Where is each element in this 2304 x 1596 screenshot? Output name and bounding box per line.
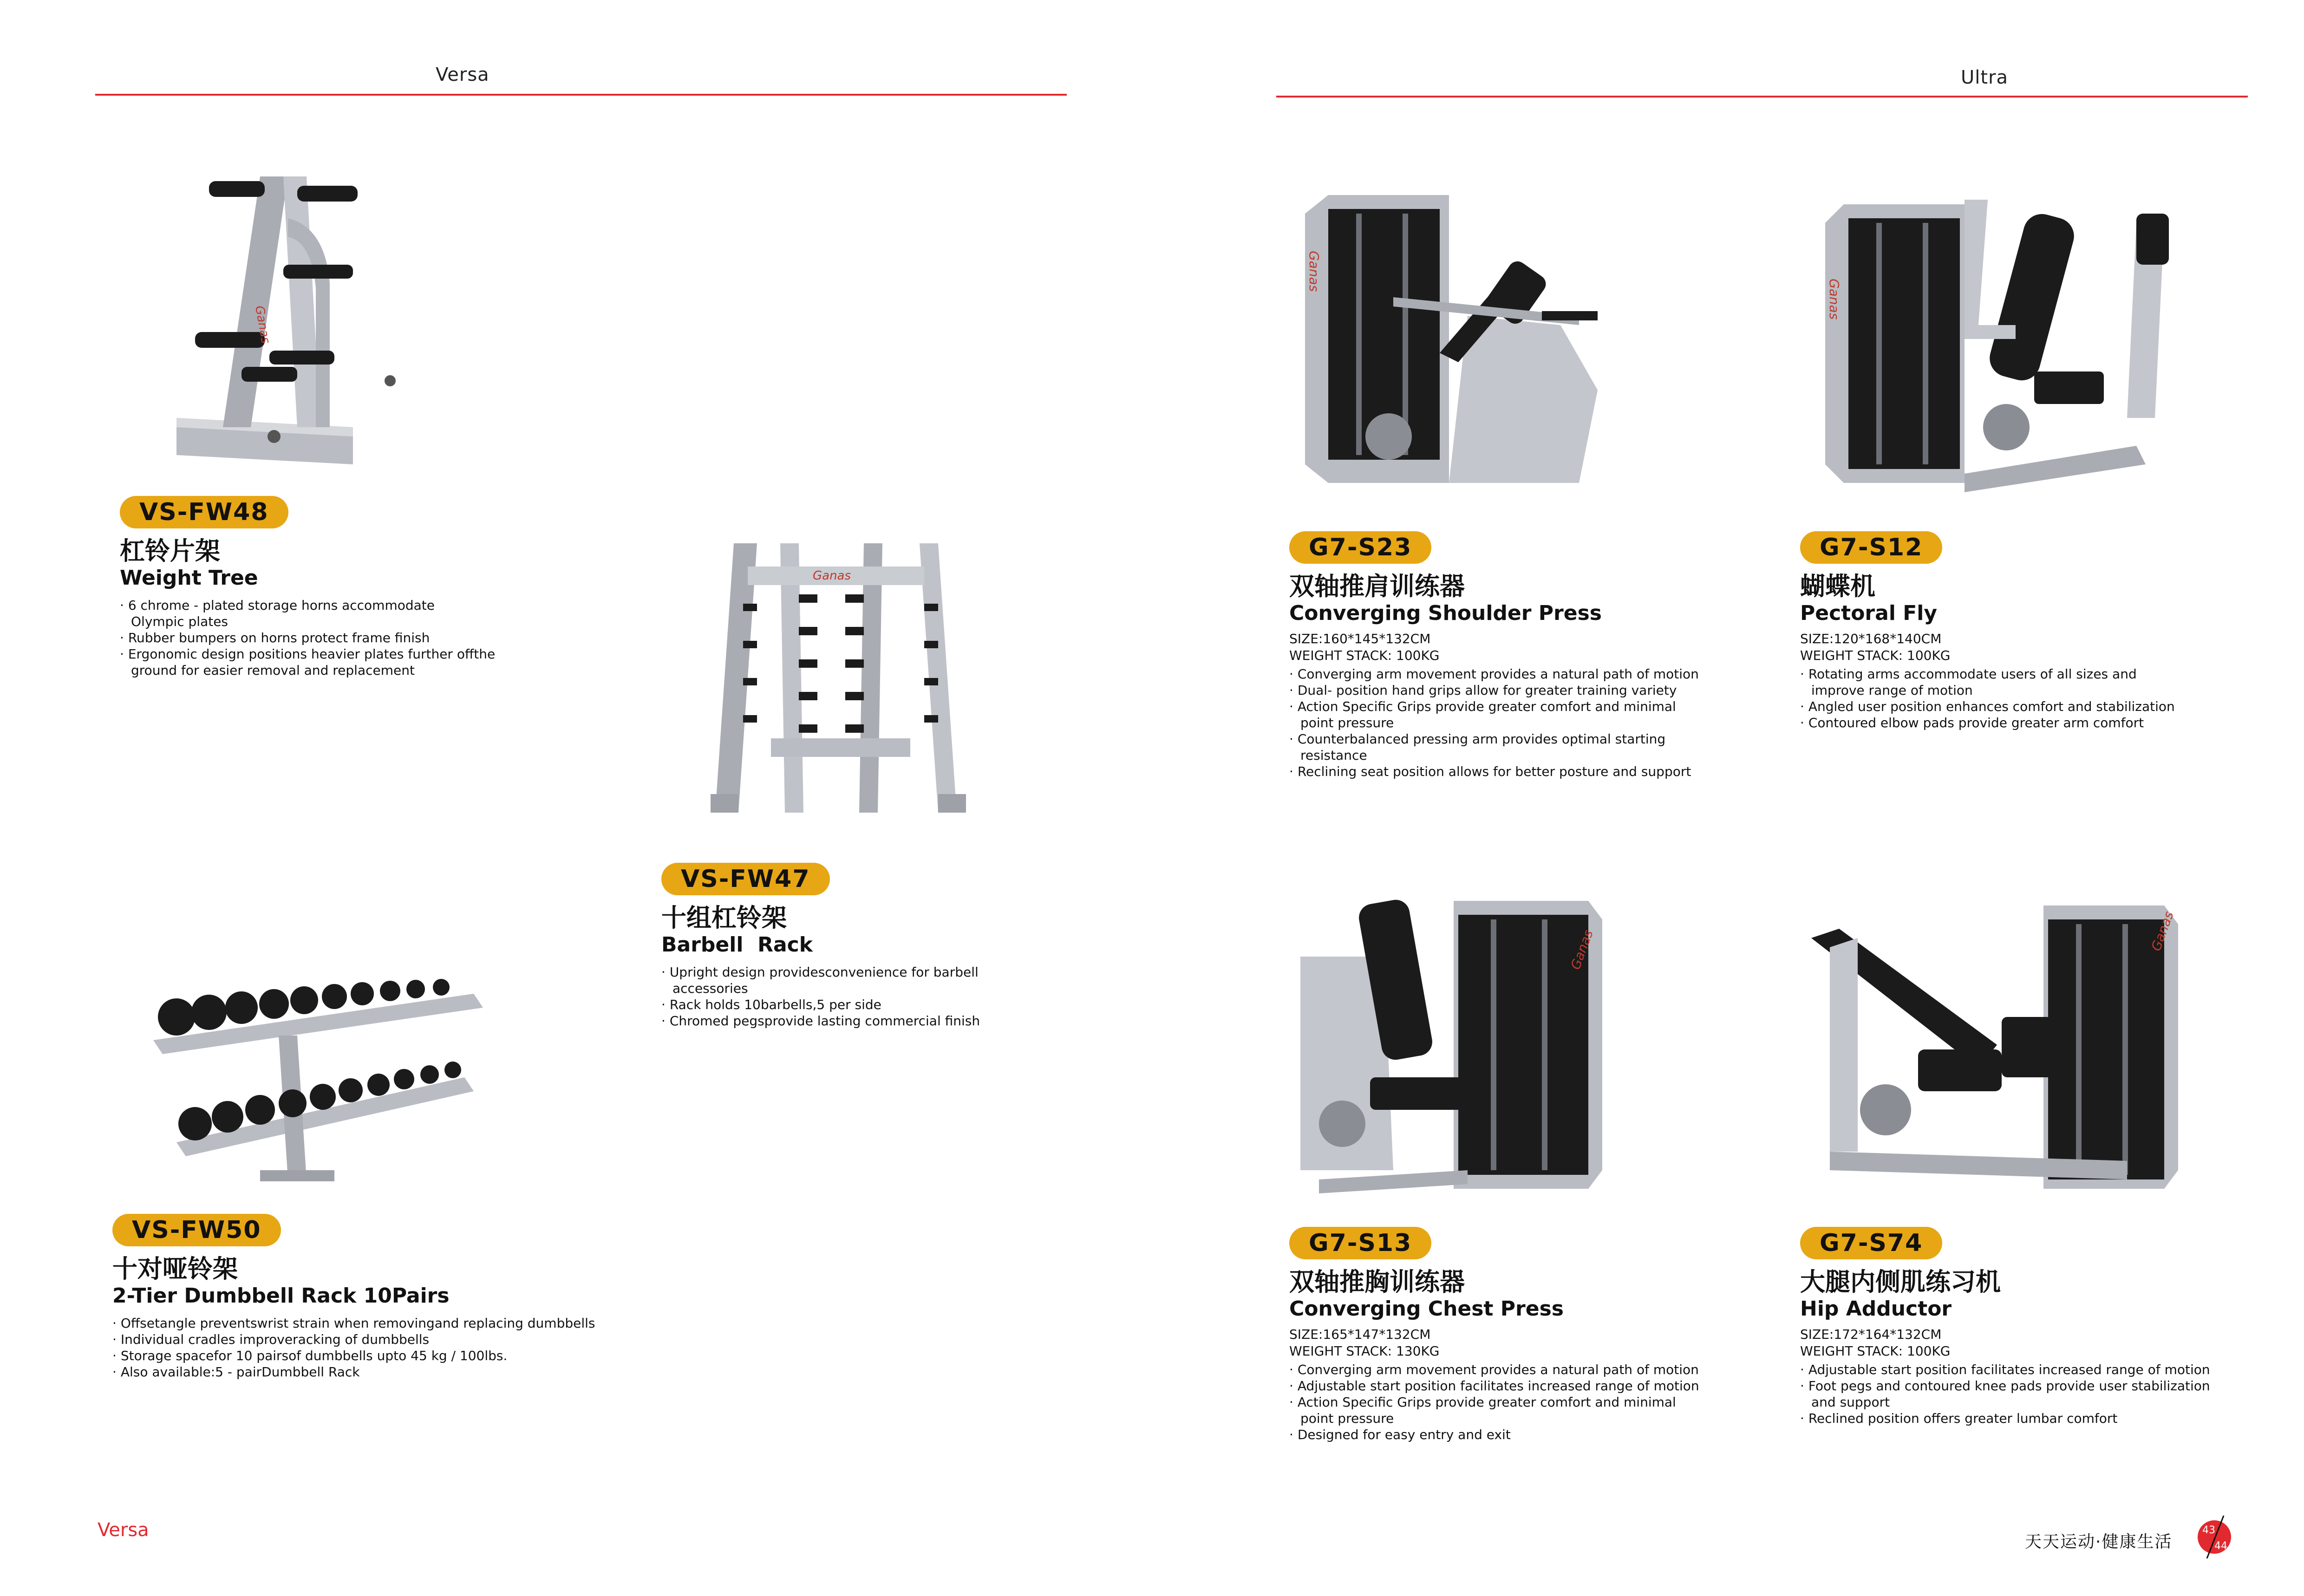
product-g7-s74 — [1800, 1227, 2292, 1427]
left-header-rule — [95, 94, 1067, 96]
weight-tree-image — [167, 167, 427, 502]
feature-item: · Offsetangle preventswrist strain when removingand replacing dumbbells — [112, 1315, 716, 1331]
left-page-header: Versa — [436, 64, 490, 85]
pectoral-fly-image — [1811, 186, 2201, 502]
feature-item: · Individual cradles improveracking of dumbbells — [112, 1331, 716, 1348]
feature-item: · Contoured elbow pads provide greater arm comfort — [1800, 715, 2288, 731]
feature-item: · Action Specific Grips provide greater comfort and minimal point pressure — [1289, 698, 1782, 731]
feature-item: · Rack holds 10barbells,5 per side — [661, 997, 1079, 1013]
product-code-badge: VS-FW48 — [120, 496, 288, 528]
product-weight-stack: WEIGHT STACK: 130KG — [1289, 1343, 1440, 1359]
product-name-en: Pectoral Fly — [1800, 601, 1938, 625]
page-number-right: 44 — [2214, 1540, 2227, 1552]
feature-item: · Converging arm movement provides a natural path of motion — [1289, 666, 1782, 682]
product-code-badge: G7-S23 — [1289, 531, 1431, 564]
product-name-en: Converging Chest Press — [1289, 1297, 1564, 1321]
product-name-en: Converging Shoulder Press — [1289, 601, 1602, 625]
product-g7-s12 — [1800, 531, 2288, 731]
svg-text:Ganas: Ganas — [1827, 279, 1842, 320]
feature-item: · Action Specific Grips provide greater comfort and minimal point pressure — [1289, 1394, 1791, 1427]
product-code-badge: G7-S74 — [1800, 1227, 1942, 1259]
product-name-cn: 双轴推胸训练器 — [1289, 1267, 1465, 1296]
product-vs-fw50 — [112, 1214, 716, 1380]
shoulder-press-image — [1300, 186, 1653, 492]
product-weight-stack: WEIGHT STACK: 100KG — [1800, 1343, 1951, 1359]
hip-adductor-image — [1802, 892, 2183, 1207]
product-size: SIZE:172*164*132CM — [1800, 1327, 1942, 1342]
product-name-cn: 十组杠铃架 — [661, 903, 787, 932]
feature-list — [120, 597, 631, 678]
product-g7-s13 — [1289, 1227, 1791, 1443]
feature-list — [1289, 1361, 1791, 1443]
feature-item: · Storage spacefor 10 pairsof dumbbells upto 45 kg / 100lbs. — [112, 1348, 716, 1364]
footer-slogan: 天天运动·健康生活 — [2025, 1532, 2173, 1551]
product-name-cn: 大腿内侧肌练习机 — [1800, 1267, 2001, 1296]
page-number-left: 43 — [2202, 1524, 2215, 1536]
product-size: SIZE:165*147*132CM — [1289, 1327, 1431, 1342]
product-code-badge: VS-FW47 — [661, 863, 830, 895]
feature-item: · Chromed pegsprovide lasting commercial finish — [661, 1013, 1079, 1029]
feature-item: · Foot pegs and contoured knee pads provide user stabilization and support — [1800, 1378, 2292, 1410]
feature-item: · Also available:5 - pairDumbbell Rack — [112, 1364, 716, 1380]
feature-list — [1800, 1361, 2292, 1427]
feature-item: · Counterbalanced pressing arm provides optimal starting resistance — [1289, 731, 1782, 763]
product-name-en: Hip Adductor — [1800, 1297, 1952, 1321]
product-name-en: Barbell Rack — [661, 933, 813, 957]
dumbbell-rack-image — [139, 966, 492, 1189]
feature-item: · Angled user position enhances comfort and stabilization — [1800, 698, 2288, 715]
chest-press-image — [1291, 892, 1616, 1203]
product-size: SIZE:120*168*140CM — [1800, 631, 1942, 646]
svg-text:Ganas: Ganas — [813, 569, 851, 583]
product-name-cn: 杠铃片架 — [120, 536, 220, 566]
feature-item: · Rotating arms accommodate users of all sizes and improve range of motion — [1800, 666, 2288, 698]
feature-item: · Upright design providesconvenience for barbell accessories — [661, 964, 1079, 997]
product-name-en: Weight Tree — [120, 566, 258, 590]
feature-item: · Adjustable start position facilitates increased range of motion — [1800, 1361, 2292, 1378]
feature-list — [1289, 666, 1782, 780]
feature-list — [112, 1315, 716, 1380]
product-vs-fw48 — [120, 496, 631, 678]
feature-item: · Converging arm movement provides a natural path of motion — [1289, 1361, 1791, 1378]
feature-item: · Reclined position offers greater lumbar comfort — [1800, 1410, 2292, 1427]
product-name-cn: 十对哑铃架 — [112, 1254, 238, 1283]
feature-item: · 6 chrome - plated storage horns accommodate Olympic plates — [120, 597, 631, 630]
product-vs-fw47 — [661, 863, 1079, 1029]
footer-brand: Versa — [98, 1519, 149, 1541]
product-code-badge: VS-FW50 — [112, 1214, 281, 1246]
right-header-rule — [1276, 96, 2248, 98]
svg-text:Ganas: Ganas — [1567, 928, 1596, 972]
product-name-en: 2-Tier Dumbbell Rack 10Pairs — [112, 1284, 450, 1308]
product-code-badge: G7-S12 — [1800, 531, 1942, 564]
product-weight-stack: WEIGHT STACK: 100KG — [1289, 648, 1440, 663]
product-name-cn: 双轴推肩训练器 — [1289, 572, 1465, 601]
feature-list — [1800, 666, 2288, 731]
feature-item: · Designed for easy entry and exit — [1289, 1427, 1791, 1443]
product-g7-s23 — [1289, 531, 1782, 780]
feature-item: · Reclining seat position allows for better posture and support — [1289, 763, 1782, 780]
product-size: SIZE:160*145*132CM — [1289, 631, 1431, 646]
feature-item: · Adjustable start position facilitates increased range of motion — [1289, 1378, 1791, 1394]
svg-text:Ganas: Ganas — [1306, 251, 1322, 292]
page-number-marker — [2196, 1513, 2235, 1561]
feature-list — [661, 964, 1079, 1029]
feature-item: · Ergonomic design positions heavier plates further offthe ground for easier removal and replacement — [120, 646, 631, 678]
svg-text:Ganas: Ganas — [252, 305, 273, 345]
product-weight-stack: WEIGHT STACK: 100KG — [1800, 648, 1951, 663]
product-name-cn: 蝴蝶机 — [1800, 572, 1875, 601]
right-page-header: Ultra — [1961, 67, 2009, 88]
svg-text:Ganas: Ganas — [2148, 909, 2177, 953]
feature-item: · Rubber bumpers on horns protect frame finish — [120, 630, 631, 646]
barbell-rack-image — [706, 534, 985, 822]
product-code-badge: G7-S13 — [1289, 1227, 1431, 1259]
feature-item: · Dual- position hand grips allow for greater training variety — [1289, 682, 1782, 698]
